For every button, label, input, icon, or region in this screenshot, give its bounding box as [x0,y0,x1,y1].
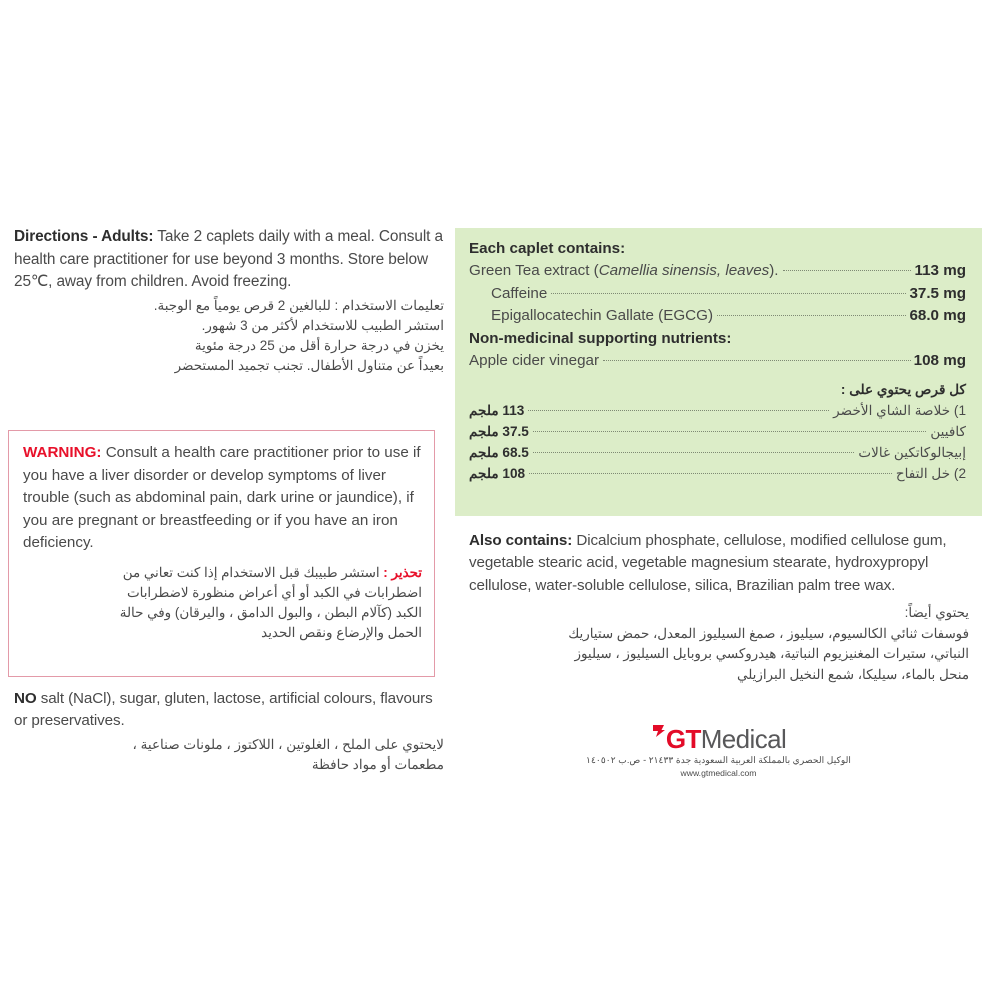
ingredient-amount-arabic: 113 ملجم [469,403,525,419]
also-contains-arabic-heading: يحتوي أيضاً: [904,605,969,621]
leader-dots [551,293,906,294]
ingredients-title: Each caplet contains: [469,240,626,257]
directions-arabic-line: استشر الطبيب للاستخدام لأكثر من 3 شهور. [201,317,444,333]
free-from-arabic [14,735,444,775]
ingredient-row-arabic [469,421,966,442]
warning-arabic-line [27,563,422,583]
ingredient-row [469,350,966,373]
also-contains-section [469,530,969,685]
ingredient-row-arabic [469,400,966,421]
ingredient-name [469,260,779,283]
leader-dots [717,315,906,316]
ingredient-row [469,260,966,283]
also-contains-arabic-line: النباتي، ستيرات المغنيزيوم النباتية، هيدروكسي بروبايل السيليوز ، سيليوز [574,646,969,662]
ingredient-name-tail: ). [769,262,779,279]
distributor-address: الوكيل الحصري بالمملكة العربية السعودية جدة ٢١٤٣٣ - ص.ب ١٤٠٥٠٢ [586,755,851,765]
ingredient-row [469,283,966,306]
leader-dots [528,410,829,411]
flag-swoosh-icon [651,724,668,741]
ingredient-amount: 113 mg [914,262,966,279]
free-from-arabic-line: لايحتوي على الملح ، الغلوتين ، اللاكتوز ، ملونات صناعية ، [132,736,444,752]
leader-dots [533,431,926,432]
logo-text-gt: GT [665,724,701,754]
non-medicinal-title: Non-medicinal supporting nutrients: [469,329,732,347]
warning-english [23,442,422,555]
ingredient-amount-arabic: 68.5 ملجم [469,445,529,461]
ingredients-title-arabic: كل قرص يحتوي على : [840,382,966,398]
ingredient-amount: 108 mg [913,351,966,369]
ingredient-name-arabic: كافيين [930,424,966,440]
leader-dots [783,270,912,271]
warning-box [8,430,435,677]
warning-arabic-line: اضطرابات في الكبد أو أي أعراض منظورة لاضطرابات [127,584,422,600]
directions-english [14,226,444,294]
leader-dots [603,360,911,361]
ingredients-panel-inner [455,228,982,492]
ingredient-amount: 37.5 mg [909,284,966,302]
free-from-heading: NO [14,690,37,707]
warning-box-inner [9,431,434,651]
ingredient-name-arabic: 2) خل التفاح [895,466,966,482]
also-contains-english [469,530,969,597]
leader-dots [529,473,892,474]
ingredient-name: Caffeine [491,284,548,302]
warning-arabic-line-text: استشر طبيبك قبل الاستخدام إذا كنت تعاني من [122,564,380,580]
warning-arabic-line: الكبد (كآلام البطن ، والبول الدامق ، واليرقان) وفي حالة [119,604,422,620]
ingredient-amount-arabic: 37.5 ملجم [469,424,529,440]
ingredient-name-text: Green Tea extract ( [469,262,599,279]
directions-arabic-line: يخزن في درجة حرارة أقل من 25 درجة مئوية [194,337,444,353]
leader-dots [533,452,854,453]
directions-section [14,226,444,376]
warning-body: Consult a health care practitioner prior to use if you have a liver disorder or develop symptoms of liver trouble (such as abdominal pain, dark urine or jaundice), if you are pregnant or breastfeeding or if you have an iron deficiency. [23,444,421,552]
directions-arabic [14,296,444,376]
ingredient-name-arabic: 1) خلاصة الشاي الأخضر [833,403,966,419]
company-website: www.gtmedical.com [680,768,757,778]
ingredient-amount: 68.0 mg [909,307,966,325]
directions-arabic-line: تعليمات الاستخدام : للبالغين 2 قرص يومياً مع الوجبة. [153,297,444,313]
ingredient-row-arabic [469,442,966,463]
ingredient-latin-name: Camellia sinensis, leaves [598,262,770,279]
warning-label: WARNING: [23,444,102,461]
also-contains-arabic-line: منحل بالماء، سيليكا، شمع النخيل البرازيلي [737,666,969,682]
company-logo-area [455,726,982,779]
warning-arabic-line: الحمل والإرضاع ونقص الحديد [261,624,422,640]
also-contains-arabic [469,603,969,685]
logo-text-medical: Medical [700,724,787,754]
free-from-english [14,688,444,733]
directions-body: Take 2 caplets daily with a meal. Consult a health care practitioner for use beyond 3 months. Store below 25℃, away from children. Avoid freezing. [14,228,443,290]
ingredient-name: Epigallocatechin Gallate (EGCG) [491,307,714,325]
gt-medical-logo [651,726,786,752]
also-contains-heading: Also contains: [469,532,573,549]
free-from-section [14,688,444,775]
ingredient-row-arabic [469,463,966,484]
also-contains-body: Dicalcium phosphate, cellulose, modified cellulose gum, vegetable stearic acid, vegetable magnesium stearate, hydroxypropyl cellulose, water-soluble cellulose, silica, Brazilian palm tree wax. [469,532,947,594]
ingredients-panel [455,228,982,516]
warning-arabic [23,563,422,643]
ingredient-row [469,305,966,328]
directions-arabic-line: بعيداً عن متناول الأطفال. تجنب تجميد المستحضر [174,357,444,373]
ingredient-name: Apple cider vinegar [469,351,600,369]
ingredient-amount-arabic: 108 ملجم [469,466,526,482]
warning-arabic-label: تحذير : [383,564,422,580]
directions-heading: Directions - Adults: [14,228,154,245]
ingredient-name-arabic: إبيجالوكاتكين غالات [858,445,966,461]
free-from-body: salt (NaCl), sugar, gluten, lactose, artificial colours, flavours or preservatives. [14,690,433,730]
free-from-arabic-line: مطعمات أو مواد حافظة [311,756,444,772]
also-contains-arabic-line: فوسفات ثنائي الكالسيوم، سيليوز ، صمغ السيليوز المعدل، حمض ستياريك [568,625,969,641]
